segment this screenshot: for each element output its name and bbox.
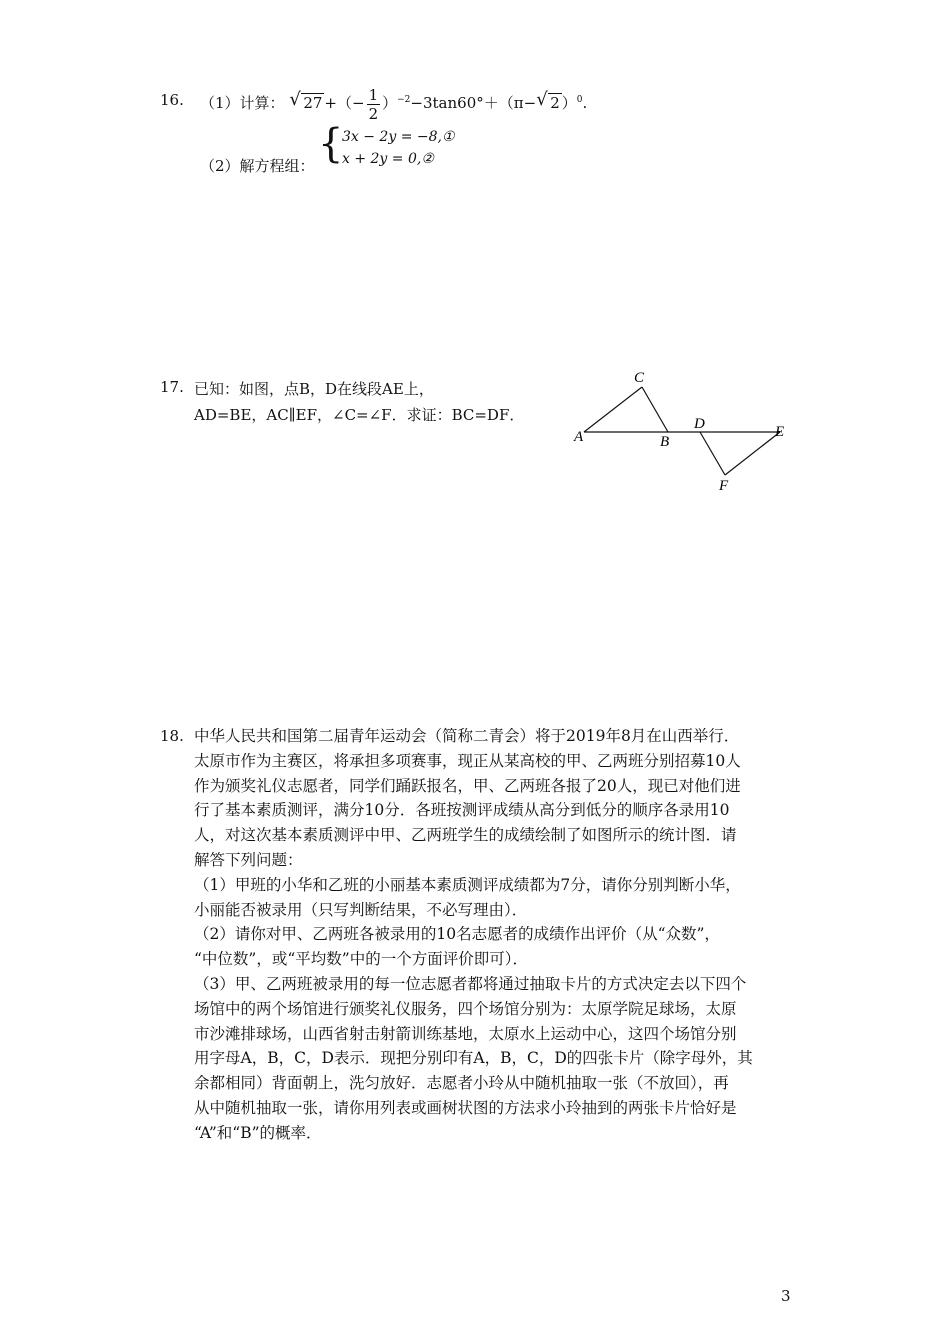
point-label-C: C (634, 370, 645, 386)
q18-line: 解答下列问题： (194, 850, 303, 869)
sqrt-2: √ 2 (536, 89, 560, 112)
q18-line: 人，对这次基本素质测评中甲、乙两班学生的成绩绘制了如图所示的统计图．请 (194, 826, 737, 845)
point-label-D: D (694, 416, 705, 432)
q18-line: （2）请你对甲、乙两班各被录用的10名志愿者的成绩作出评价（从“众数”， (194, 925, 720, 944)
q18-line: 太原市作为主赛区，将承担多项赛事，现正从某高校的甲、乙两班分别招募10人 (194, 751, 741, 770)
equation-2: x + 2y = 0,② (342, 151, 434, 167)
point-label-E: E (775, 424, 785, 440)
q18-line: “中位数”，或“平均数”中的一个方面评价即可）． (194, 950, 528, 969)
q18-body (194, 724, 753, 1146)
point-label-A: A (574, 429, 584, 445)
system-label: （2）解方程组： (200, 157, 315, 175)
question-number: 16. (160, 91, 184, 109)
fraction-one-half: $\frac{1}{2}$ (368, 85, 379, 123)
point-label-F: F (719, 478, 729, 494)
q18-line: 余都相同）背面朝上，洗匀放好．志愿者小玲从中随机抽取一张（不放回），再 (194, 1074, 729, 1093)
q18-line: 市沙滩排球场，山西省射击射箭训练基地，太原水上运动中心，这四个场馆分别 (194, 1024, 737, 1043)
q18-line: （3）甲、乙两班被录用的每一位志愿者都将通过抽取卡片的方式决定去以下四个 (194, 974, 747, 993)
q18-line: 中华人民共和国第二届青年运动会（简称二青会）将于2019年8月在山西举行． (194, 727, 740, 745)
segment-AC (584, 387, 642, 432)
point-label-B: B (660, 434, 670, 450)
q18-line: 场馆中的两个场馆进行颁奖礼仪服务，四个场馆分别为：太原学院足球场，太原 (194, 999, 737, 1018)
question-number: 18. (160, 727, 184, 745)
page-number: 3 (781, 1287, 791, 1305)
system-brace: { (318, 121, 344, 167)
segment-CB (642, 387, 668, 432)
equation-1: 3x − 2y = −8,① (342, 129, 455, 145)
q17-line-1: 已知：如图，点B，D在线段AE上， (194, 380, 434, 398)
q18-line: 作为颁奖礼仪志愿者，同学们踊跃报名，甲、乙两班各报了20人，现已对他们进 (194, 776, 741, 795)
q18-line: （1）甲班的小华和乙班的小丽基本素质测评成绩都为7分，请你分别判断小华， (194, 875, 741, 894)
calc-expression: （1）计算： √ 27 +（− $\frac{1}{2}$ ）$^{-2}$−3tan60°＋（π− √ 2 ）$^0$. (200, 80, 587, 123)
geometry-figure (570, 365, 800, 495)
sqrt-27: √ 27 (289, 89, 323, 112)
q18-line: 从中随机抽取一张，请你用列表或画树状图的方法求小玲抽到的两张卡片恰好是 (194, 1098, 737, 1117)
segment-FE (725, 432, 780, 475)
segment-DF (700, 432, 725, 475)
q18-line: 行了基本素质测评，满分10分．各班按测评成绩从高分到低分的顺序各录用10 (194, 801, 730, 820)
q18-line: 用字母A，B，C，D表示．现把分别印有A，B，C，D的四张卡片（除字母外，其 (194, 1049, 753, 1068)
q18-line: 小丽能否被录用（只写判断结果，不必写理由）． (194, 900, 528, 919)
question-number: 17. (160, 378, 184, 396)
q17-line-2: AD=BE，AC∥EF，∠C=∠F．求证：BC=DF． (194, 406, 525, 424)
q18-line: “A”和“B”的概率． (194, 1123, 322, 1142)
